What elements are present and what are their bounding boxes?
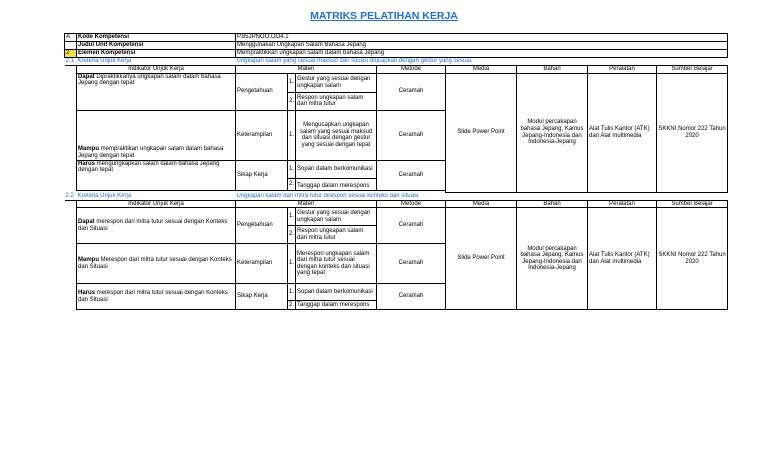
header-sumber: Sumber Belajar [657, 200, 728, 208]
info-label: Kode Kompetensi [77, 34, 236, 42]
materi-number: 1. [288, 284, 296, 301]
info-value: Mempraktikkan ungkapan salam dalam bahasa Jepang [236, 50, 728, 58]
materi-number: 2. [288, 301, 294, 308]
materi-number: 1. [288, 110, 296, 160]
header-indikator: Indikator Unjuk Kerja [77, 200, 236, 208]
info-letter: A [65, 34, 77, 42]
category-pengetahuan: Pengetahuan [236, 208, 288, 244]
criteria-number: 2.1 [65, 58, 74, 65]
header-media: Media [446, 200, 517, 208]
info-label: Elemen Kompetensi [77, 50, 236, 58]
header-peralatan: Peralatan [588, 200, 657, 208]
criteria-label: Kreteria Unjuk Kerja [77, 58, 132, 65]
info-label: Judul Unit Kompetensi [77, 42, 236, 50]
table-row [65, 73, 728, 92]
info-value: Menggunakan Ungkapan Salam Bahasa Jepang [236, 42, 728, 50]
header-bahan: Bahan [517, 200, 588, 208]
materi-number: 2. [288, 178, 296, 190]
header-sumber: Sumber Belajar [657, 66, 728, 74]
materi-item: Sopan dalam berkomunikasi [296, 284, 377, 301]
info-row [65, 34, 728, 42]
header-media: Media [446, 66, 517, 74]
header-row [65, 66, 728, 74]
indicator-dapat: Dapat Dipraktikkanya ungkapan salam dalam bahasa Jepang dengan tepat [77, 73, 236, 110]
sumber-cell: SKKNI Nomor 222 Tahun 2020 [657, 208, 728, 310]
materi-number: 2. [288, 92, 296, 110]
materi-item: Tanggap dalam merespons [296, 301, 377, 310]
header-materi: Materi [236, 66, 377, 74]
criteria-number: 2.2 [65, 192, 74, 199]
info-row [65, 42, 728, 50]
media-cell: Slide Power Point [446, 208, 517, 310]
indicator-mampu: Mampu mempraktikan ungkapan salam dalam bahasa Jepang dengan tepat [77, 110, 236, 160]
criteria-description: Ungkapan salam dari mitra tutur direspon sesuai konteks dan situasi [236, 192, 419, 199]
indicator-harus: Harus merespon dari mitra tutur sesuai dengan Konteks dan Situasi [77, 284, 236, 310]
bahan-cell: Modul percakapan bahasa Jepang, Kamus Jepang-Indonesia dan Indonesia-Jepang [517, 208, 588, 310]
document-title: MATRIKS PELATIHAN KERJA [310, 10, 458, 22]
header-materi: Materi [236, 200, 377, 208]
table-row [65, 208, 728, 226]
media-cell: Slide Power Point [446, 73, 517, 192]
info-letter [65, 42, 77, 50]
category-sikap: Sikap Kerja [236, 160, 288, 190]
info-row [65, 50, 728, 58]
materi-item: Respon ungkapan salam dari mitra tutur [296, 226, 377, 244]
criteria-row [65, 58, 728, 66]
indicator-mampu: Mampu Merespon dari mitra tutur sesuai dengan Konteks dan Situasi [77, 244, 236, 284]
criteria-row [65, 192, 728, 200]
materi-number: 1. [288, 160, 296, 178]
header-bahan: Bahan [517, 66, 588, 74]
materi-number: 1. [288, 73, 296, 92]
materi-item: Tanggap dalam merespons [296, 178, 377, 190]
materi-item: Gestur yang sesuai dengan ungkapan salam [296, 73, 377, 92]
materi-number: 1. [288, 244, 296, 284]
bahan-cell: Modul percakapan bahasa Jepang, Kamus Jepang-Indonesia dan Indonesia-Jepang [517, 73, 588, 192]
metode-cell: Ceramah [377, 73, 446, 110]
materi-number: 1. [288, 208, 296, 226]
info-value: P.85JPNOO.OO4.1 [236, 34, 728, 42]
metode-cell: Ceramah [377, 110, 446, 160]
materi-item: Gestur yang sesuai dengan ungkapan salam [296, 208, 377, 226]
sumber-cell: SKKNI Nomor 222 Tahun 2020 [657, 73, 728, 192]
criteria-label: Kreteria Unjuk Kerja [77, 192, 132, 199]
metode-cell: Ceramah [377, 160, 446, 190]
category-pengetahuan: Pengetahuan [236, 73, 288, 110]
header-indikator: Indikator Unjuk Kerja [77, 66, 236, 74]
header-row [65, 200, 728, 208]
materi-item: Mengucapkan ungkapan salam yang sesuai maksud dan situasi dengan gestur yang sesuai dengan tepat [296, 110, 377, 160]
metode-cell: Ceramah [377, 208, 446, 244]
metode-cell: Ceramah [377, 284, 446, 310]
matrix-table [64, 33, 728, 310]
peralatan-cell: Alat Tulis Kantor (ATK) dan Alat multimedia [588, 208, 657, 310]
materi-item: Merespon ungkapan salam dari mitra tutur sesuai dengan konteks dan situasi yang tepat [296, 244, 377, 284]
peralatan-cell: Alat Tulis Kantor (ATK) dan Alat multimedia [588, 73, 657, 192]
materi-number: 2. [288, 226, 296, 244]
category-sikap: Sikap Kerja [236, 284, 288, 310]
category-keterampilan: Keterampilan [236, 244, 288, 284]
indicator-harus: Harus mengungkapkan salam dalam bahasa Jepang dengan tepat [77, 160, 236, 190]
header-peralatan: Peralatan [588, 66, 657, 74]
metode-cell: Ceramah [377, 244, 446, 284]
indicator-dapat: Dapat merespon dari mitra tutur sesuai dengan Konteks dan Situasi [77, 208, 236, 244]
header-metode: Metode [377, 66, 446, 74]
materi-item: Sopan dalam berkomunikasi [296, 160, 377, 178]
criteria-description: Ungkapan salam yang sesuai maksud dan situasi diucapkan dengan gestur yang sesuai. [236, 58, 473, 65]
info-letter: 2 [65, 50, 77, 58]
category-keterampilan: Keterampilan [236, 110, 288, 160]
materi-item: Respon ungkapan salam dari mitra tutur [296, 92, 377, 110]
header-metode: Metode [377, 200, 446, 208]
